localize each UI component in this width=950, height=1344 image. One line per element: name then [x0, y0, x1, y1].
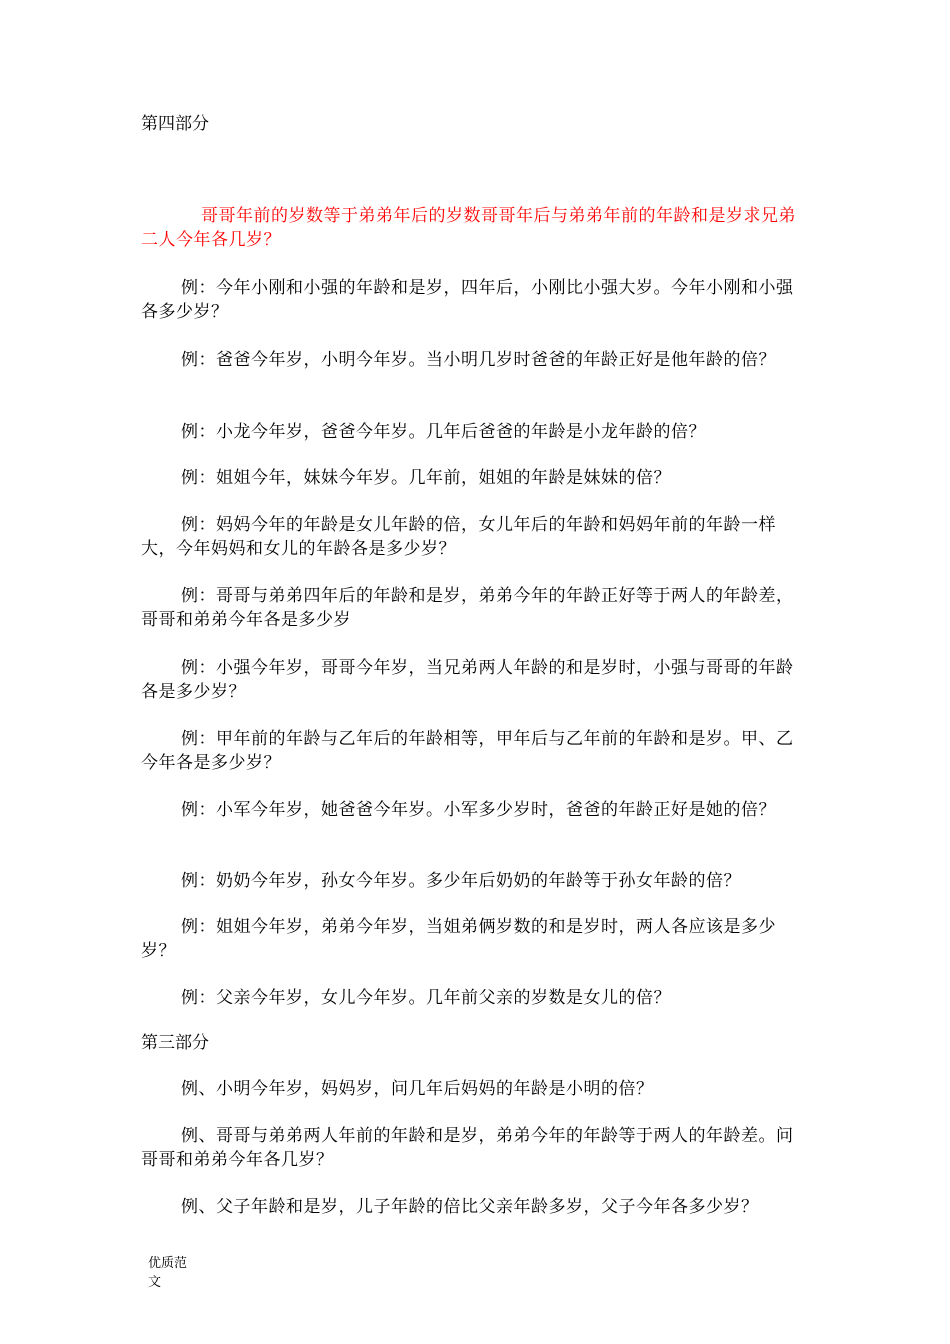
example-paragraph: 例：爸爸今年岁，小明今年岁。当小明几岁时爸爸的年龄正好是他年龄的倍？	[181, 350, 776, 370]
example-paragraph: 例、小明今年岁，妈妈岁，问几年后妈妈的年龄是小明的倍？	[181, 1079, 654, 1099]
example-paragraph: 例：父亲今年岁，女儿今年岁。几年前父亲的岁数是女儿的倍？	[181, 988, 671, 1008]
example-paragraph: 例：姐姐今年岁，弟弟今年岁，当姐弟俩岁数的和是岁时，两人各应该是多少岁？	[141, 917, 776, 961]
section-heading-3: 第三部分	[141, 1033, 209, 1053]
example-paragraph: 例：小强今年岁，哥哥今年岁，当兄弟两人年龄的和是岁时，小强与哥哥的年龄各是多少岁？	[141, 658, 794, 702]
example-paragraph: 例：小军今年岁，她爸爸今年岁。小军多少岁时，爸爸的年龄正好是她的倍？	[181, 800, 776, 820]
example-paragraph: 例、哥哥与弟弟两人年前的年龄和是岁，弟弟今年的年龄等于两人的年龄差。问哥哥和弟弟今年各几岁？	[141, 1126, 794, 1170]
example-paragraph: 例：奶奶今年岁，孙女今年岁。多少年后奶奶的年龄等于孙女年龄的倍？	[181, 871, 741, 891]
section-heading-4: 第四部分	[141, 114, 209, 134]
example-paragraph: 例：甲年前的年龄与乙年后的年龄相等，甲年后与乙年前的年龄和是岁。甲、乙今年各是多少岁？	[141, 729, 794, 773]
example-paragraph: 例：小龙今年岁，爸爸今年岁。几年后爸爸的年龄是小龙年龄的倍？	[181, 422, 706, 442]
example-paragraph: 例：今年小刚和小强的年龄和是岁，四年后，小刚比小强大岁。今年小刚和小强各多少岁？	[141, 278, 794, 322]
footer-label: 优质范文	[148, 1256, 188, 1290]
example-paragraph: 例：姐姐今年，妹妹今年岁。几年前，姐姐的年龄是妹妹的倍？	[181, 468, 671, 488]
example-paragraph: 例：哥哥与弟弟四年后的年龄和是岁，弟弟今年的年龄正好等于两人的年龄差，哥哥和弟弟今年各是多少岁	[141, 586, 794, 630]
example-paragraph: 例、父子年龄和是岁，儿子年龄的倍比父亲年龄多岁，父子今年各多少岁？	[181, 1197, 759, 1217]
example-paragraph: 例：妈妈今年的年龄是女儿年龄的倍，女儿年后的年龄和妈妈年前的年龄一样大，今年妈妈和女儿的年龄各是多少岁？	[141, 515, 776, 559]
highlight-problem: 哥哥年前的岁数等于弟弟年后的岁数哥哥年后与弟弟年前的年龄和是岁求兄弟二人今年各几岁？	[141, 206, 796, 250]
